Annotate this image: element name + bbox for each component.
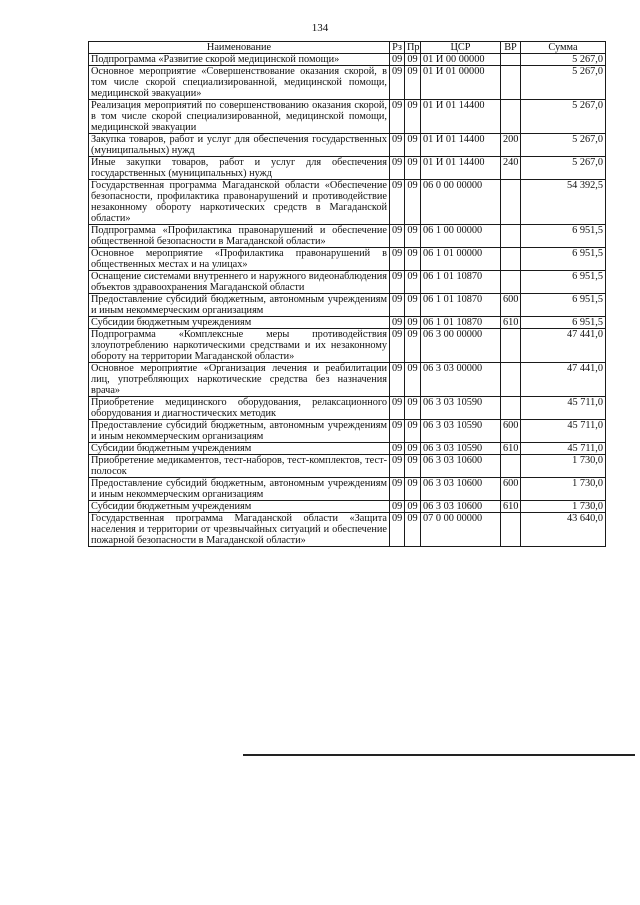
table-row bbox=[89, 501, 606, 513]
bottom-divider bbox=[243, 754, 635, 756]
row-name: Основное мероприятие «Организация лечения и реабилитации лиц, употребляющих наркотические средства без назначения врача» bbox=[89, 363, 390, 397]
row-pr: 09 bbox=[405, 443, 421, 455]
row-vr bbox=[501, 271, 521, 294]
row-csr: 01 И 01 14400 bbox=[421, 100, 501, 134]
row-name: Предоставление субсидий бюджетным, автономным учреждениям и иным некоммерческим организациям bbox=[89, 478, 390, 501]
row-pr: 09 bbox=[405, 100, 421, 134]
row-sum: 54 392,5 bbox=[521, 180, 606, 225]
row-vr bbox=[501, 513, 521, 547]
table-row bbox=[89, 317, 606, 329]
row-csr: 07 0 00 00000 bbox=[421, 513, 501, 547]
row-vr bbox=[501, 66, 521, 100]
row-sum: 45 711,0 bbox=[521, 397, 606, 420]
header-pr: Пр bbox=[405, 42, 421, 54]
row-rz: 09 bbox=[390, 54, 405, 66]
row-vr: 240 bbox=[501, 157, 521, 180]
row-name: Приобретение медикаментов, тест-наборов, тест-комплектов, тест-полосок bbox=[89, 455, 390, 478]
row-vr bbox=[501, 329, 521, 363]
row-rz: 09 bbox=[390, 363, 405, 397]
row-rz: 09 bbox=[390, 501, 405, 513]
row-pr: 09 bbox=[405, 66, 421, 100]
row-pr: 09 bbox=[405, 420, 421, 443]
row-pr: 09 bbox=[405, 180, 421, 225]
row-pr: 09 bbox=[405, 271, 421, 294]
row-rz: 09 bbox=[390, 248, 405, 271]
row-sum: 6 951,5 bbox=[521, 294, 606, 317]
row-name: Государственная программа Магаданской области «Обеспечение безопасности, профилактика правонарушений и противодействие незаконному обороту наркотических средств в Магаданской области» bbox=[89, 180, 390, 225]
row-sum: 43 640,0 bbox=[521, 513, 606, 547]
row-rz: 09 bbox=[390, 420, 405, 443]
table-header-row bbox=[89, 42, 606, 54]
row-rz: 09 bbox=[390, 271, 405, 294]
row-pr: 09 bbox=[405, 157, 421, 180]
row-pr: 09 bbox=[405, 248, 421, 271]
row-name: Подпрограмма «Развитие скорой медицинской помощи» bbox=[89, 54, 390, 66]
row-name: Предоставление субсидий бюджетным, автономным учреждениям и иным некоммерческим организациям bbox=[89, 420, 390, 443]
row-vr bbox=[501, 54, 521, 66]
row-name: Предоставление субсидий бюджетным, автономным учреждениям и иным некоммерческим организациям bbox=[89, 294, 390, 317]
row-csr: 06 1 00 00000 bbox=[421, 225, 501, 248]
row-vr bbox=[501, 248, 521, 271]
header-rz: Рз bbox=[390, 42, 405, 54]
row-rz: 09 bbox=[390, 180, 405, 225]
table-row bbox=[89, 134, 606, 157]
row-name: Оснащение системами внутреннего и наружного видеонаблюдения объектов здравоохранения Магаданской области bbox=[89, 271, 390, 294]
row-vr: 610 bbox=[501, 501, 521, 513]
row-vr bbox=[501, 100, 521, 134]
row-csr: 06 3 03 10600 bbox=[421, 455, 501, 478]
table-row bbox=[89, 513, 606, 547]
row-rz: 09 bbox=[390, 478, 405, 501]
row-rz: 09 bbox=[390, 157, 405, 180]
row-name: Подпрограмма «Профилактика правонарушений и обеспечение общественной безопасности в Магаданской области» bbox=[89, 225, 390, 248]
row-csr: 06 3 03 10590 bbox=[421, 443, 501, 455]
row-name: Основное мероприятие «Совершенствование оказания скорой, в том числе скорой специализированной, медицинской помощи, медицинской эвакуации» bbox=[89, 66, 390, 100]
budget-table bbox=[88, 41, 606, 547]
row-name: Подпрограмма «Комплексные меры противодействия злоупотреблению наркотическими средствами и их незаконному обороту на территории Магаданской области» bbox=[89, 329, 390, 363]
header-csr: ЦСР bbox=[421, 42, 501, 54]
row-pr: 09 bbox=[405, 54, 421, 66]
row-name: Приобретение медицинского оборудования, релаксационного оборудования и диагностических методик bbox=[89, 397, 390, 420]
row-csr: 06 3 03 10590 bbox=[421, 397, 501, 420]
row-vr: 610 bbox=[501, 317, 521, 329]
row-csr: 01 И 01 14400 bbox=[421, 134, 501, 157]
table-row bbox=[89, 66, 606, 100]
row-pr: 09 bbox=[405, 397, 421, 420]
table-row bbox=[89, 397, 606, 420]
row-sum: 5 267,0 bbox=[521, 66, 606, 100]
header-vr: ВР bbox=[501, 42, 521, 54]
row-vr: 600 bbox=[501, 478, 521, 501]
table-row bbox=[89, 455, 606, 478]
row-sum: 6 951,5 bbox=[521, 271, 606, 294]
row-sum: 5 267,0 bbox=[521, 100, 606, 134]
row-pr: 09 bbox=[405, 317, 421, 329]
table-row bbox=[89, 329, 606, 363]
row-vr: 600 bbox=[501, 294, 521, 317]
row-sum: 6 951,5 bbox=[521, 317, 606, 329]
row-csr: 06 3 03 00000 bbox=[421, 363, 501, 397]
row-csr: 06 1 01 00000 bbox=[421, 248, 501, 271]
row-pr: 09 bbox=[405, 455, 421, 478]
row-csr: 01 И 01 14400 bbox=[421, 157, 501, 180]
table-row bbox=[89, 443, 606, 455]
table-row bbox=[89, 157, 606, 180]
row-sum: 5 267,0 bbox=[521, 134, 606, 157]
row-sum: 45 711,0 bbox=[521, 443, 606, 455]
header-sum: Сумма bbox=[521, 42, 606, 54]
row-rz: 09 bbox=[390, 100, 405, 134]
table-row bbox=[89, 180, 606, 225]
row-vr: 610 bbox=[501, 443, 521, 455]
row-vr: 600 bbox=[501, 420, 521, 443]
row-sum: 6 951,5 bbox=[521, 225, 606, 248]
table-row bbox=[89, 478, 606, 501]
row-rz: 09 bbox=[390, 397, 405, 420]
row-name: Субсидии бюджетным учреждениям bbox=[89, 501, 390, 513]
row-vr bbox=[501, 397, 521, 420]
row-rz: 09 bbox=[390, 134, 405, 157]
row-sum: 1 730,0 bbox=[521, 478, 606, 501]
row-csr: 06 1 01 10870 bbox=[421, 271, 501, 294]
table-row bbox=[89, 248, 606, 271]
row-csr: 06 0 00 00000 bbox=[421, 180, 501, 225]
row-sum: 5 267,0 bbox=[521, 157, 606, 180]
row-name: Основное мероприятие «Профилактика правонарушений в общественных местах и на улицах» bbox=[89, 248, 390, 271]
table-row bbox=[89, 363, 606, 397]
row-vr bbox=[501, 225, 521, 248]
row-csr: 06 1 01 10870 bbox=[421, 294, 501, 317]
table-row bbox=[89, 100, 606, 134]
row-name: Закупка товаров, работ и услуг для обеспечения государственных (муниципальных) нужд bbox=[89, 134, 390, 157]
row-csr: 06 3 00 00000 bbox=[421, 329, 501, 363]
row-pr: 09 bbox=[405, 225, 421, 248]
row-pr: 09 bbox=[405, 513, 421, 547]
row-vr bbox=[501, 455, 521, 478]
row-name: Государственная программа Магаданской области «Защита населения и территории от чрезвычайных ситуаций и обеспечение пожарной безопасности в Магаданской области» bbox=[89, 513, 390, 547]
row-rz: 09 bbox=[390, 329, 405, 363]
table-row bbox=[89, 420, 606, 443]
row-csr: 01 И 01 00000 bbox=[421, 66, 501, 100]
row-sum: 47 441,0 bbox=[521, 329, 606, 363]
row-pr: 09 bbox=[405, 294, 421, 317]
row-pr: 09 bbox=[405, 134, 421, 157]
row-name: Субсидии бюджетным учреждениям bbox=[89, 443, 390, 455]
row-name: Субсидии бюджетным учреждениям bbox=[89, 317, 390, 329]
row-sum: 47 441,0 bbox=[521, 363, 606, 397]
row-csr: 06 3 03 10600 bbox=[421, 501, 501, 513]
row-rz: 09 bbox=[390, 225, 405, 248]
row-name: Реализация мероприятий по совершенствованию оказания скорой, в том числе скорой специализированной, медицинской помощи, медицинской эвакуации bbox=[89, 100, 390, 134]
row-sum: 6 951,5 bbox=[521, 248, 606, 271]
row-sum: 5 267,0 bbox=[521, 54, 606, 66]
row-sum: 45 711,0 bbox=[521, 420, 606, 443]
row-rz: 09 bbox=[390, 455, 405, 478]
table-row bbox=[89, 294, 606, 317]
row-vr bbox=[501, 363, 521, 397]
row-vr: 200 bbox=[501, 134, 521, 157]
page-number: 134 bbox=[311, 22, 329, 34]
row-rz: 09 bbox=[390, 317, 405, 329]
row-rz: 09 bbox=[390, 513, 405, 547]
row-csr: 06 1 01 10870 bbox=[421, 317, 501, 329]
row-pr: 09 bbox=[405, 478, 421, 501]
row-pr: 09 bbox=[405, 501, 421, 513]
header-name: Наименование bbox=[89, 42, 390, 54]
row-rz: 09 bbox=[390, 294, 405, 317]
row-rz: 09 bbox=[390, 66, 405, 100]
row-rz: 09 bbox=[390, 443, 405, 455]
table-row bbox=[89, 225, 606, 248]
row-csr: 01 И 00 00000 bbox=[421, 54, 501, 66]
table-row bbox=[89, 271, 606, 294]
row-sum: 1 730,0 bbox=[521, 501, 606, 513]
row-sum: 1 730,0 bbox=[521, 455, 606, 478]
row-csr: 06 3 03 10600 bbox=[421, 478, 501, 501]
row-pr: 09 bbox=[405, 329, 421, 363]
row-name: Иные закупки товаров, работ и услуг для обеспечения государственных (муниципальных) нужд bbox=[89, 157, 390, 180]
row-vr bbox=[501, 180, 521, 225]
row-pr: 09 bbox=[405, 363, 421, 397]
table-row bbox=[89, 54, 606, 66]
row-csr: 06 3 03 10590 bbox=[421, 420, 501, 443]
